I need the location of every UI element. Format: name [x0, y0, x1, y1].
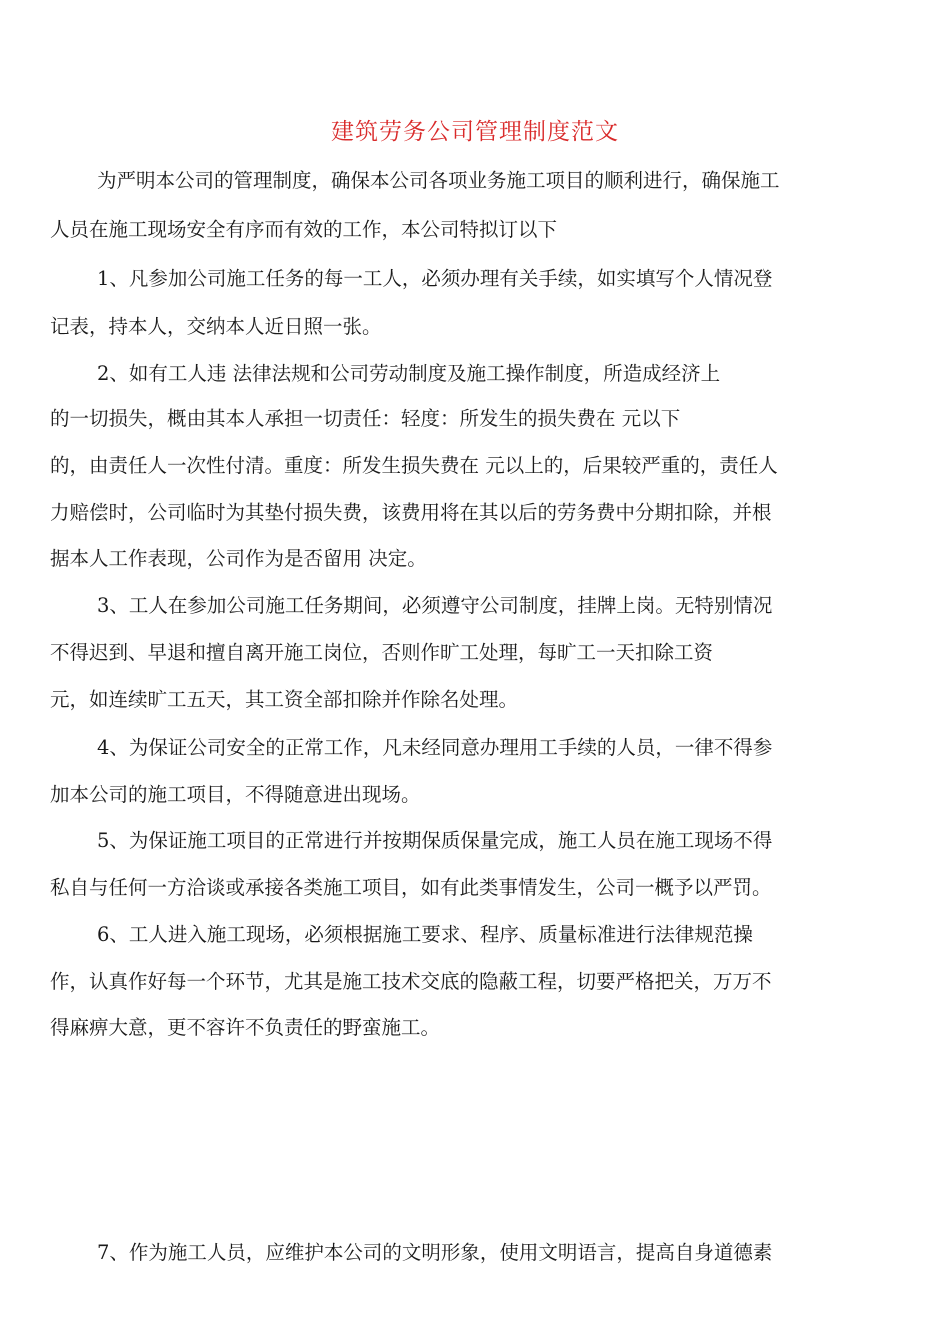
clause-5-line-2: 私自与任何一方洽谈或承接各类施工项目，如有此类事情发生，公司一概予以严罚。 [50, 876, 772, 899]
clause-3-line-2: 不得迟到、早退和擅自离开施工岗位，否则作旷工处理，每旷工一天扣除工资 [50, 641, 714, 664]
clause-6-line-3: 得麻痹大意，更不容许不负责任的野蛮施工。 [50, 1016, 441, 1039]
clause-3-line-3: 元，如连续旷工五天，其工资全部扣除并作除名处理。 [50, 688, 519, 711]
clause-7-line-1: 7、作为施工人员，应维护本公司的文明形象，使用文明语言，提高自身道德素 [97, 1241, 773, 1264]
clause-2-line-3: 的，由责任人一次性付清。重度：所发生损失费在 元以上的，后果较严重的，责任人 [50, 454, 778, 477]
clause-2-line-5: 据本人工作表现，公司作为是否留用 决定。 [50, 547, 427, 570]
clause-3-line-1: 3、工人在参加公司施工任务期间，必须遵守公司制度，挂牌上岗。无特别情况 [97, 594, 773, 617]
clause-2-line-1: 2、如有工人违 法律法规和公司劳动制度及施工操作制度，所造成经济上 [97, 362, 721, 385]
intro-line-2: 人员在施工现场安全有序而有效的工作，本公司特拟订以下 [50, 218, 558, 241]
clause-2-line-4: 力赔偿时，公司临时为其垫付损失费，该费用将在其以后的劳务费中分期扣除，并根 [50, 501, 772, 524]
clause-1-line-1: 1、凡参加公司施工任务的每一工人，必须办理有关手续，如实填写个人情况登 [97, 267, 773, 290]
clause-6-line-2: 作，认真作好每一个环节，尤其是施工技术交底的隐蔽工程，切要严格把关，万万不 [50, 970, 772, 993]
clause-4-line-1: 4、为保证公司安全的正常工作，凡未经同意办理用工手续的人员，一律不得参 [97, 736, 773, 759]
clause-2-line-2: 的一切损失，概由其本人承担一切责任：轻度：所发生的损失费在 元以下 [50, 407, 681, 430]
clause-6-line-1: 6、工人进入施工现场，必须根据施工要求、程序、质量标准进行法律规范操 [97, 923, 753, 946]
clause-1-line-2: 记表，持本人，交纳本人近日照一张。 [50, 315, 382, 338]
intro-line-1: 为严明本公司的管理制度，确保本公司各项业务施工项目的顺利进行，确保施工 [97, 169, 780, 192]
document-title: 建筑劳务公司管理制度范文 [331, 119, 619, 145]
clause-4-line-2: 加本公司的施工项目，不得随意进出现场。 [50, 783, 421, 806]
clause-5-line-1: 5、为保证施工项目的正常进行并按期保质保量完成，施工人员在施工现场不得 [97, 829, 773, 852]
